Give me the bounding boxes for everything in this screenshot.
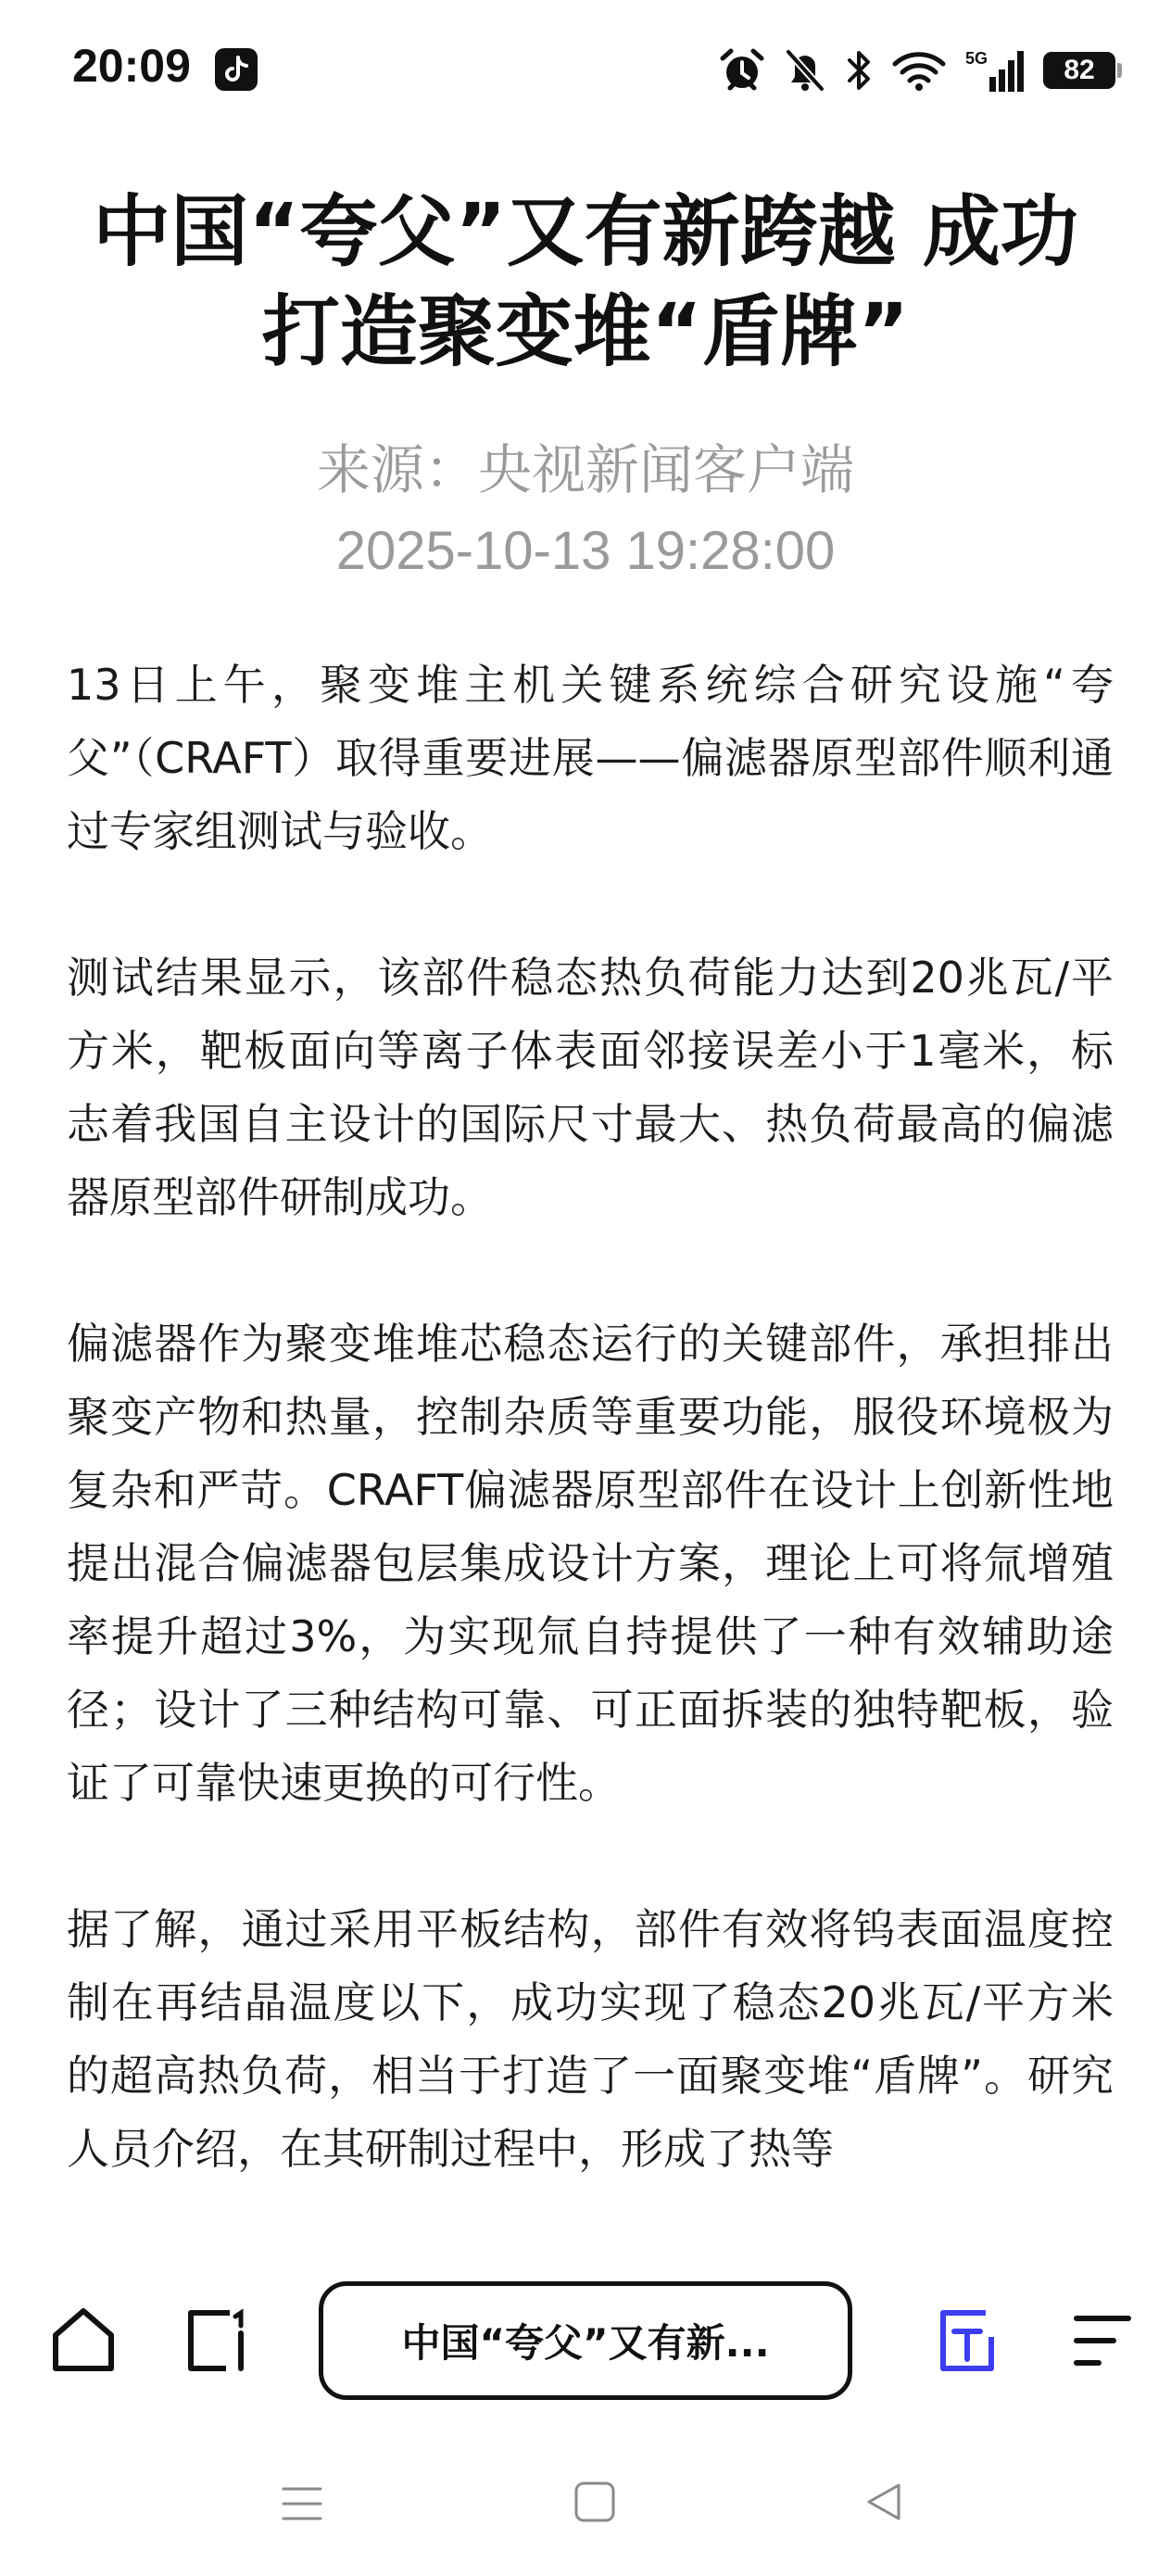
status-bar bbox=[0, 0, 1171, 139]
reader-mode-icon[interactable] bbox=[930, 2304, 1004, 2378]
tiktok-icon bbox=[215, 48, 258, 91]
home-icon[interactable] bbox=[46, 2304, 120, 2378]
article-timestamp: 2025-10-13 19:28:00 bbox=[335, 521, 836, 581]
article-paragraph: 13日上午，聚变堆主机关键系统综合研究设施“夸父”（CRAFT）取得重要进展——偏滤器原型部件顺利通过专家组测试与验收。 bbox=[67, 660, 1114, 856]
home-square-icon[interactable] bbox=[573, 2480, 617, 2524]
article-paragraph: 据了解，通过采用平板结构，部件有效将钨表面温度控制在再结晶温度以下，成功实现了稳态20兆瓦/平方米的超高热负荷，相当于打造了一面聚变堆“盾牌”。研究人员介绍，在其研制过程中，形成了热等 bbox=[67, 1904, 1114, 2174]
menu-icon[interactable] bbox=[1064, 2304, 1138, 2378]
battery-indicator bbox=[1043, 52, 1115, 89]
article-title: 中国“夸父”又有新跨越 成功打造聚变堆“盾牌” bbox=[93, 186, 1078, 377]
bluetooth-icon bbox=[845, 47, 873, 94]
status-icons bbox=[719, 44, 1115, 96]
current-tab-button[interactable] bbox=[319, 2281, 852, 2400]
battery-level: 82 bbox=[1064, 55, 1095, 85]
current-tab-title: 中国“夸父”又有新... bbox=[401, 2320, 770, 2366]
wifi-icon bbox=[891, 49, 947, 92]
navigation-bar bbox=[0, 2430, 1171, 2576]
5g-signal-icon bbox=[965, 47, 1025, 94]
article-paragraph: 测试结果显示，该部件稳态热负荷能力达到20兆瓦/平方米，靶板面向等离子体表面邻接误差小于1毫米，标志着我国自主设计的国际尺寸最大、热负荷最高的偏滤器原型部件研制成功。 bbox=[67, 953, 1114, 1222]
bell-muted-icon bbox=[784, 47, 826, 94]
article-paragraph: 偏滤器作为聚变堆堆芯稳态运行的关键部件，承担排出聚变产物和热量，控制杂质等重要功能，服役环境极为复杂和严苛。CRAFT偏滤器原型部件在设计上创新性地提出混合偏滤器包层集成设计方案，理论上可将氚增殖率提升超过3%，为实现氚自持提供了一种有效辅助途径；设计了三种结构可靠、可正面拆装的独特靶板，验证了可靠快速更换的可行性。 bbox=[67, 1319, 1114, 1808]
article-source: 来源：央视新闻客户端 bbox=[316, 438, 854, 501]
back-icon[interactable] bbox=[862, 2480, 906, 2524]
alarm-icon bbox=[719, 47, 765, 94]
bottom-toolbar bbox=[0, 2254, 1171, 2430]
article-body bbox=[67, 649, 1114, 2186]
tabs-icon[interactable] bbox=[182, 2304, 256, 2378]
recents-icon[interactable] bbox=[280, 2481, 324, 2526]
network-label: 5G bbox=[965, 49, 988, 68]
status-time: 20:09 bbox=[72, 40, 191, 92]
